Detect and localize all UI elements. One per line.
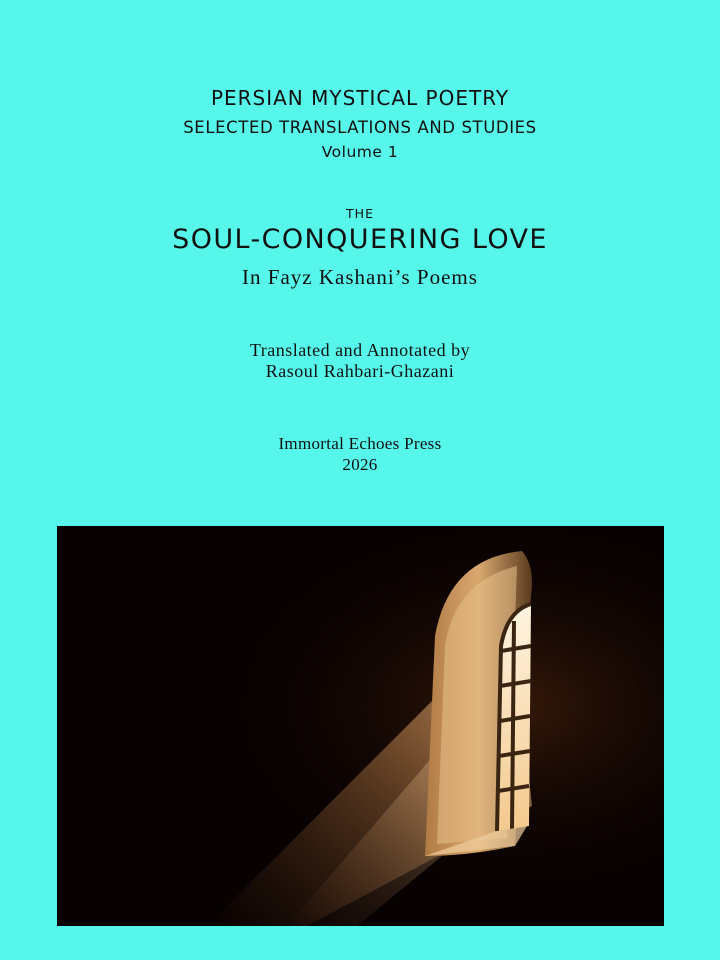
translator-credit: Translated and Annotated by — [249, 340, 471, 360]
title-article: THE — [346, 206, 374, 221]
series-subtitle: SELECTED TRANSLATIONS AND STUDIES — [183, 118, 537, 137]
publisher-name: Immortal Echoes Press — [278, 434, 442, 453]
cover-illustration — [57, 526, 664, 926]
book-title: SOUL-CONQUERING LOVE — [172, 224, 548, 255]
series-title: PERSIAN MYSTICAL POETRY — [210, 86, 510, 110]
window-glass — [497, 604, 531, 831]
window-light-illustration — [57, 526, 664, 926]
translator-name: Rasoul Rahbari-Ghazani — [265, 361, 455, 381]
book-subtitle: In Fayz Kashani’s Poems — [242, 265, 478, 289]
volume-number: Volume 1 — [321, 143, 399, 161]
publication-year: 2026 — [342, 455, 378, 474]
